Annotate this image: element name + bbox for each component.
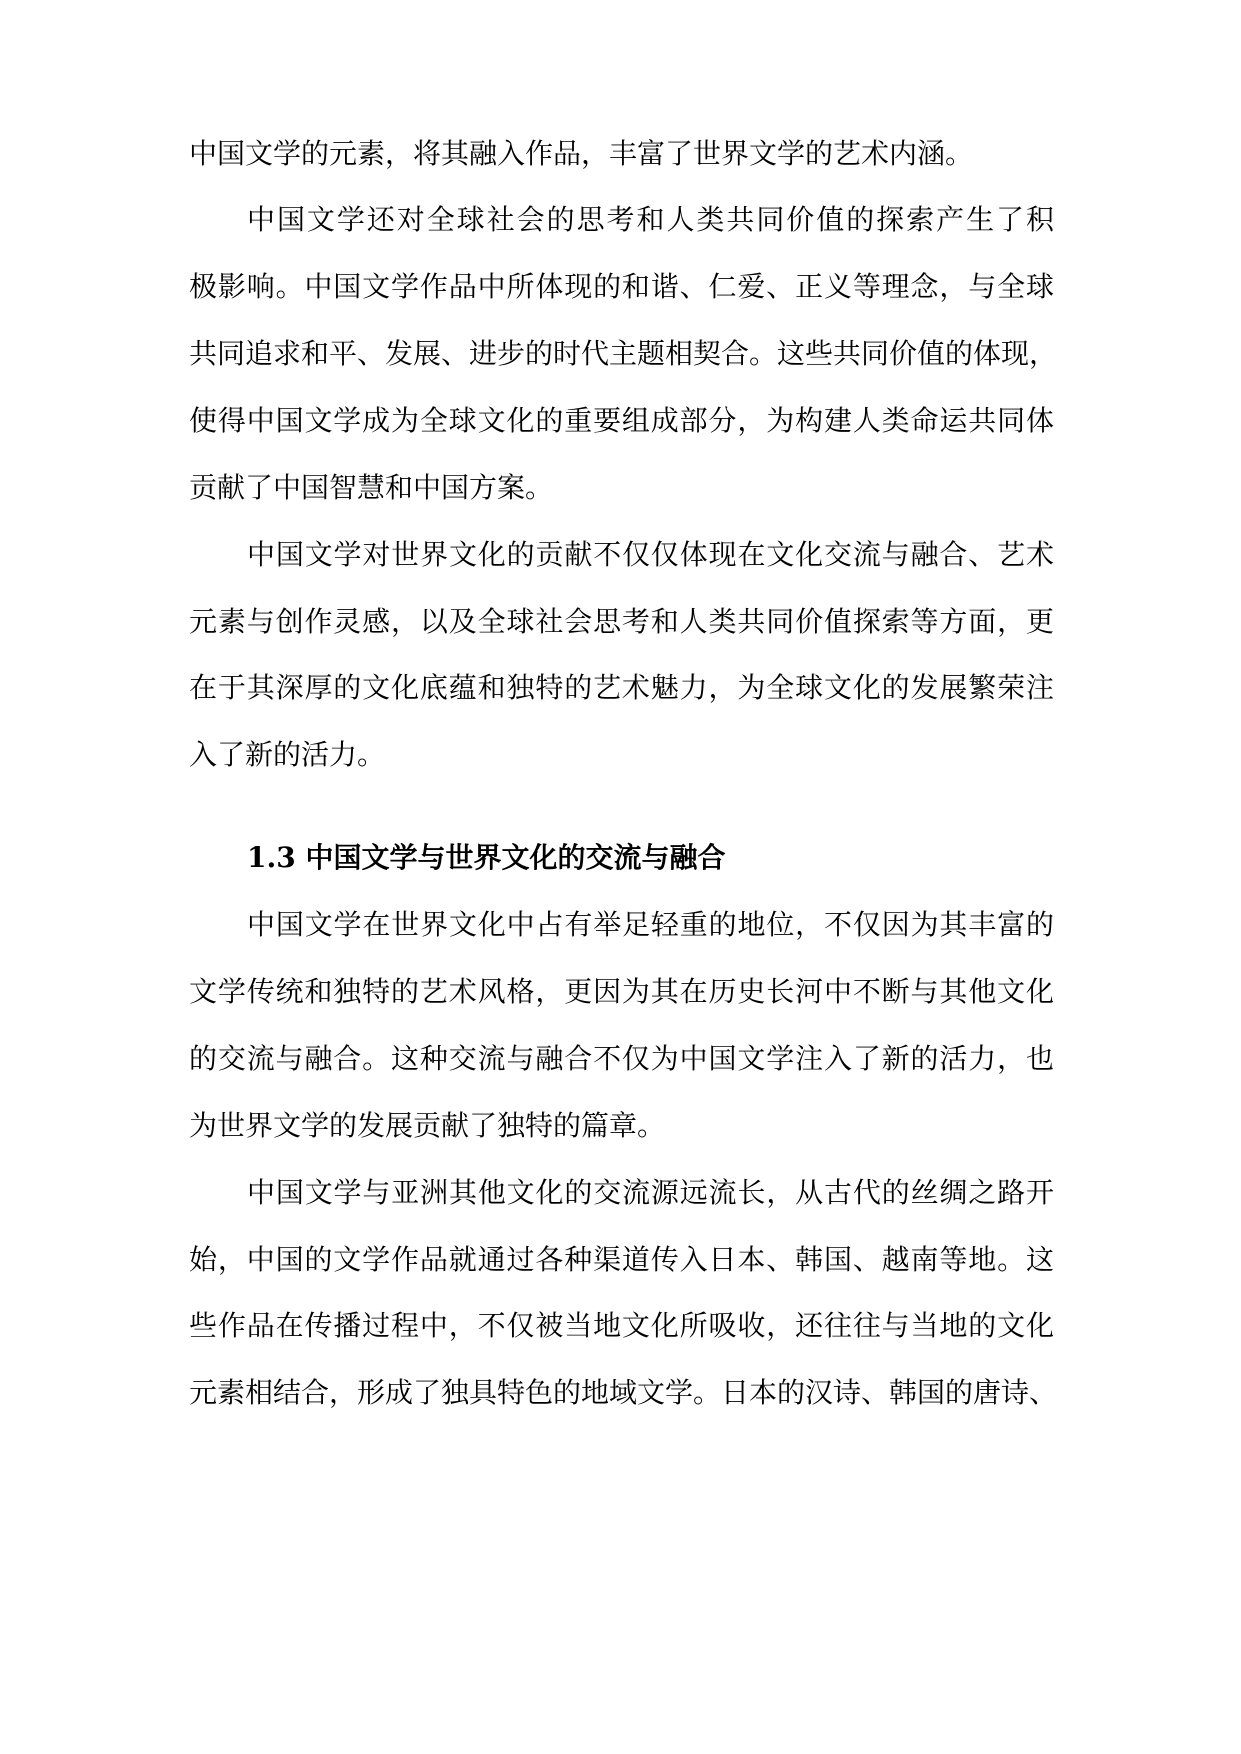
paragraph-line: 极影响。中国文学作品中所体现的和谐、仁爱、正义等理念，与全球 [189,270,1054,303]
paragraph-line: 使得中国文学成为全球文化的重要组成部分，为构建人类命运共同体 [189,404,1054,437]
paragraph-line: 入了新的活力。 [189,738,386,771]
paragraph-line: 中国文学在世界文化中占有举足轻重的地位，不仅因为其丰富的 [247,908,1054,941]
paragraph-line: 中国文学对世界文化的贡献不仅仅体现在文化交流与融合、艺术 [247,538,1054,571]
paragraph-line: 文学传统和独特的艺术风格，更因为其在历史长河中不断与其他文化 [189,975,1054,1008]
section-heading: 1.3 中国文学与世界文化的交流与融合 [247,841,726,874]
paragraph-line: 在于其深厚的文化底蕴和独特的艺术魅力，为全球文化的发展繁荣注 [189,671,1054,704]
paragraph-line: 中国文学与亚洲其他文化的交流源远流长，从古代的丝绸之路开 [247,1176,1054,1209]
paragraph-line: 共同追求和平、发展、进步的时代主题相契合。这些共同价值的体现， [189,337,1058,370]
paragraph-line: 中国文学的元素，将其融入作品，丰富了世界文学的艺术内涵。 [189,137,974,170]
paragraph-line: 元素相结合，形成了独具特色的地域文学。日本的汉诗、韩国的唐诗、 [189,1376,1058,1409]
paragraph-line: 中国文学还对全球社会的思考和人类共同价值的探索产生了积 [247,203,1054,236]
paragraph-line: 始，中国的文学作品就通过各种渠道传入日本、韩国、越南等地。这 [189,1243,1054,1276]
paragraph-line: 元素与创作灵感，以及全球社会思考和人类共同价值探索等方面，更 [189,605,1054,638]
paragraph-line: 为世界文学的发展贡献了独特的篇章。 [189,1109,666,1142]
paragraph-line: 贡献了中国智慧和中国方案。 [189,471,554,504]
paragraph-line: 的交流与融合。这种交流与融合不仅为中国文学注入了新的活力，也 [189,1042,1054,1075]
paragraph-line: 些作品在传播过程中，不仅被当地文化所吸收，还往往与当地的文化 [189,1309,1054,1342]
